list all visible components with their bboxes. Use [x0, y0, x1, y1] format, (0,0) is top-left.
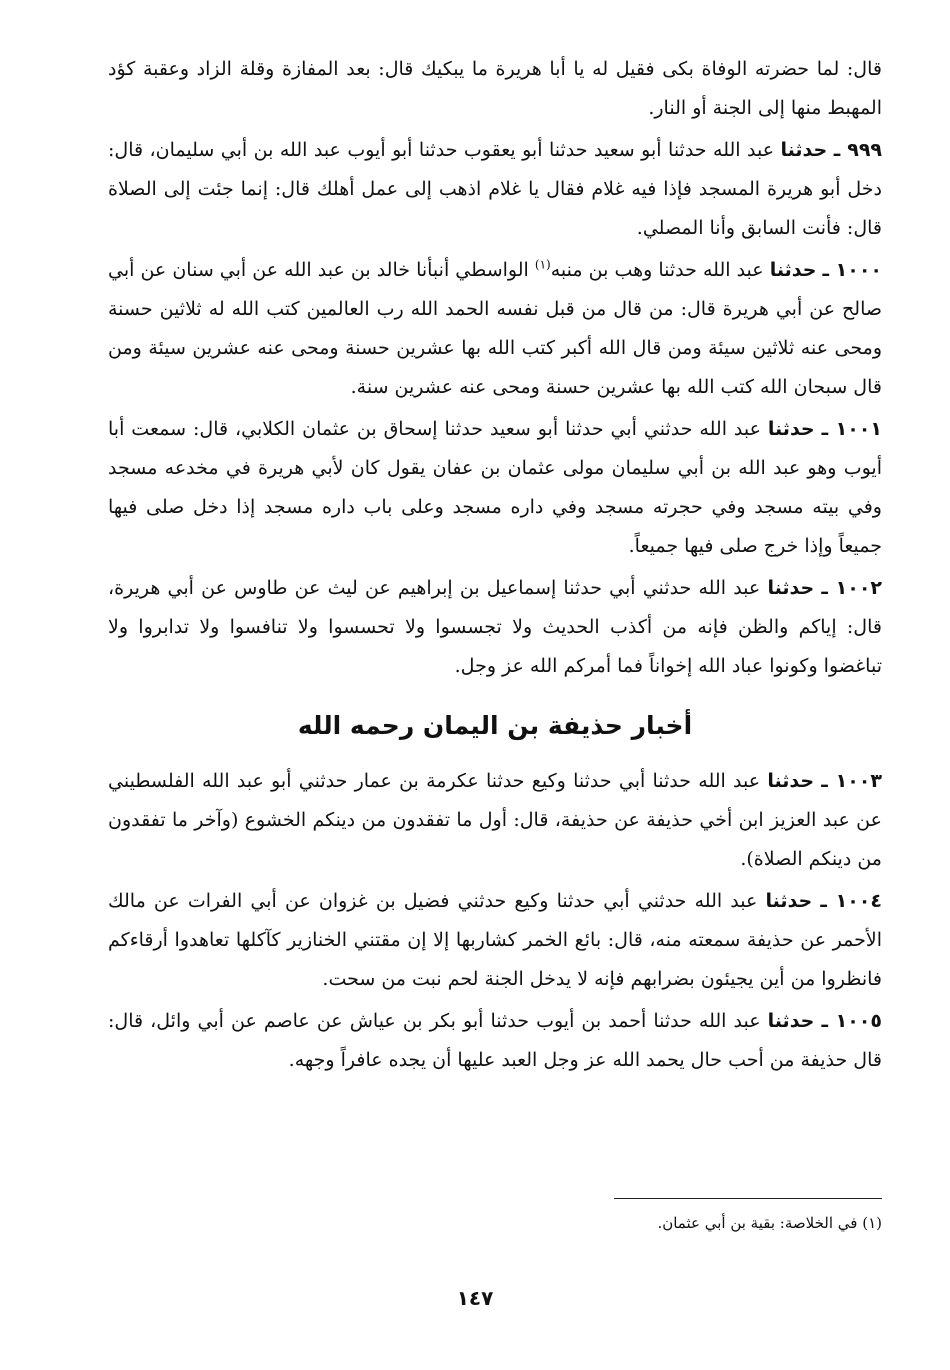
hadith-1002 [108, 569, 882, 686]
hadith-text: عبد الله حدثني أبي حدثنا أبو سعيد حدثنا إسحاق بن عثمان الكلابي، قال: سمعت أبا أيوب وهو عبد الله بن أبي سليمان مولى عثمان بن عفان يقول كان لأبي هريرة في مخدعه مسجد وفي بيته مسجد وفي حجرته مسجد وفي داره مسجد وعلى باب داره مسجد إذا دخل صلى فيها جميعاً وإذا خرج صلى فيها جميعاً. [108, 418, 882, 557]
hadith-lead: حدثنا [767, 577, 815, 599]
hadith-text: عبد الله حدثنا أبو سعيد حدثنا أبو يعقوب حدثنا أبو أيوب عبد الله بن أبي سليمان، قال: دخل أبو هريرة المسجد فإذا فيه غلام فقال يا غلام اذهب إلى عمل أهلك قال: إنما جئت إلى الصلاة قال: فأنت السابق وأنا المصلي. [108, 139, 882, 239]
hadith-lead: حدثنا [769, 259, 817, 281]
hadith-1005 [108, 1002, 882, 1080]
intro-text: قال: لما حضرته الوفاة بكى فقيل له يا أبا هريرة ما يبكيك قال: بعد المفازة وقلة الزاد وعقبة كؤد المهبط منها إلى الجنة أو النار. [108, 58, 882, 119]
hadith-number: ١٠٠٢ ـ [821, 577, 883, 599]
hadith-text: عبد الله حدثني أبي حدثنا وكيع حدثني فضيل بن غزوان عن أبي الفرات عن مالك الأحمر عن حذيفة سمعته منه، قال: بائع الخمر كشاربها إلا إن مقتني الخنازير كآكلها تعاهدوا أرقاءكم فانظروا من أين يجيئون بضرابهم فإنه لا يدخل الجنة لحم نبت من سحت. [108, 890, 882, 990]
hadith-number: ٩٩٩ ـ [833, 139, 883, 161]
section-heading: أخبار حذيفة بن اليمان رحمه الله [297, 711, 693, 740]
hadith-lead: حدثنا [767, 418, 815, 440]
hadith-text: عبد الله حدثنا أبي حدثنا وكيع حدثنا عكرمة بن عمار حدثني أبو عبد الله الفلسطيني عن عبد العزيز ابن أخي حذيفة عن حذيفة، قال: أول ما تفقدون من دينكم الخشوع (وآخر ما تفقدون من دينكم الصلاة). [108, 770, 882, 870]
hadith-1000 [108, 251, 882, 407]
hadith-1001 [108, 410, 882, 566]
hadith-1004 [108, 882, 882, 999]
footnote-number: (١) [862, 1214, 882, 1232]
page-number: ١٤٧ [456, 1286, 494, 1310]
hadith-number: ١٠٠٣ ـ [821, 770, 882, 792]
page-body [108, 50, 882, 1083]
hadith-lead: حدثنا [765, 890, 813, 912]
hadith-number: ١٠٠٥ ـ [821, 1010, 882, 1032]
hadith-number: ١٠٠١ ـ [821, 418, 882, 440]
hadith-text-before-note: عبد الله حدثنا وهب بن منبه [550, 259, 770, 281]
hadith-1003 [108, 762, 882, 879]
hadith-lead: حدثنا [767, 770, 815, 792]
intro-paragraph [108, 50, 882, 128]
hadith-number: ١٠٠٠ ـ [822, 259, 883, 281]
hadith-lead: حدثنا [767, 1010, 815, 1032]
hadith-text: الواسطي أنبأنا خالد بن عبد الله عن أبي سنان عن أبي صالح عن أبي هريرة قال: من قال من قبل نفسه الحمد الله رب العالمين كتب الله له ثلاثين حسنة ومحى عنه ثلاثين سيئة ومن قال الله أكبر كتب الله بها عشرين حسنة ومحى عنه عشرين سيئة ومن قال سبحان الله كتب الله بها عشرين حسنة ومحى عنه عشرين سنة. [108, 259, 882, 398]
hadith-text: عبد الله حدثني أبي حدثنا إسماعيل بن إبراهيم عن ليث عن طاوس عن أبي هريرة، قال: إياكم والظن فإنه من أكذب الحديث ولا تجسسوا ولا تحسسوا ولا تنافسوا ولا تدابروا ولا تباغضوا وكونوا عباد الله إخواناً فما أمركم الله عز وجل. [108, 577, 882, 677]
hadith-text: عبد الله حدثنا أحمد بن أيوب حدثنا أبو بكر بن عياش عن عاصم عن أبي وائل، قال: قال حذيفة من أحب حال يحمد الله عز وجل العبد عليها أن يجده عافراً وجهه. [108, 1010, 882, 1071]
hadith-number: ١٠٠٤ ـ [820, 890, 882, 912]
footnote [108, 1210, 882, 1236]
hadith-999 [108, 131, 882, 248]
footnote-divider [614, 1198, 882, 1199]
footnote-marker: (١) [534, 257, 551, 272]
footnote-text: في الخلاصة: بقية بن أبي عثمان. [657, 1214, 858, 1232]
hadith-lead: حدثنا [780, 139, 828, 161]
